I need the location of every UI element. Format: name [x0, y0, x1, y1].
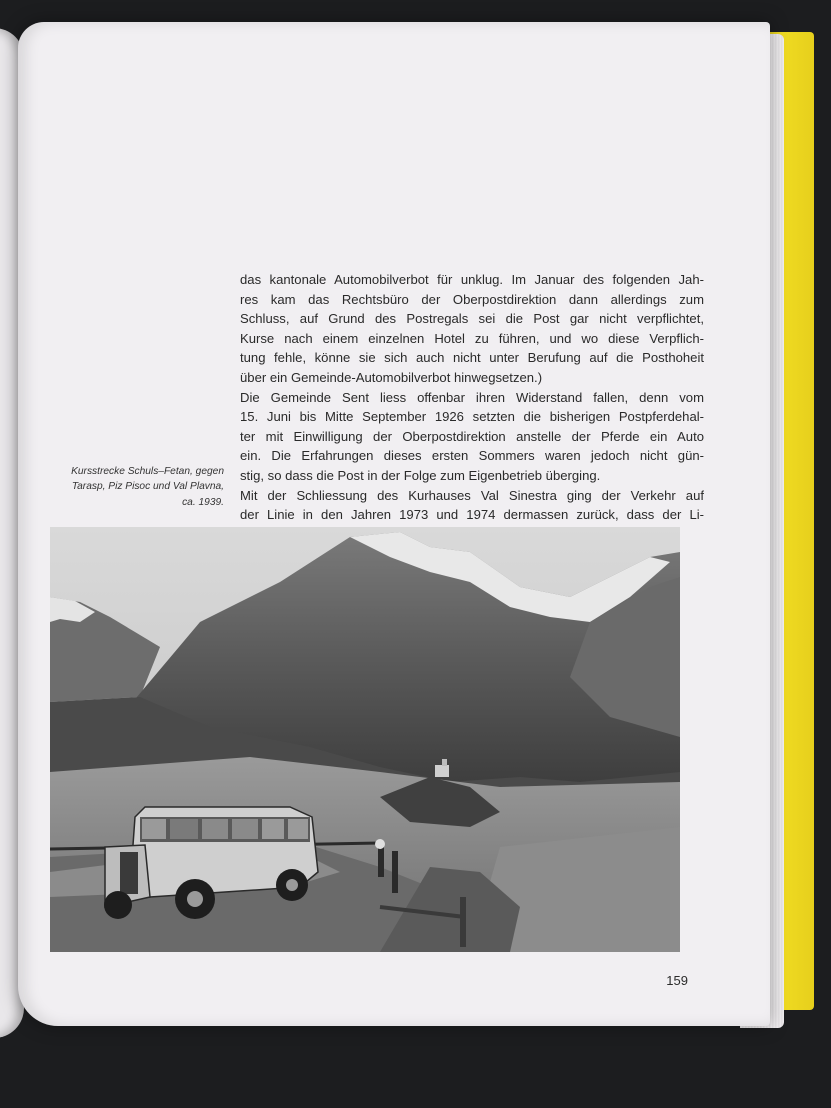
caption-line: Tarasp, Piz Pisoc und Val Plavna, [71, 481, 224, 493]
body-line: Schluss, auf Grund des Postregals sei die Post gar nicht verpflichtet, [240, 311, 704, 327]
photo-illustration [50, 527, 680, 952]
body-line: stig, so dass die Post in der Folge zum Eigenbetrieb überging. [240, 467, 601, 483]
body-line: ein. Die Erfahrungen dieses ersten Sommers waren jedoch nicht gün- [240, 448, 704, 464]
body-line: der Linie in den Jahren 1973 und 1974 dermassen zurück, dass der Li- [240, 507, 704, 523]
caption-line: Kursstrecke Schuls–Fetan, gegen [71, 466, 224, 477]
body-line: res kam das Rechtsbüro der Oberpostdirektion dann allerdings zum [240, 291, 704, 307]
bus-mountain-photo [50, 527, 680, 952]
body-line: Kurse nach einem einzelnen Hotel zu führen, und wo diese Verpflich- [240, 330, 704, 346]
photo-caption [54, 464, 224, 510]
body-line: Mit der Schliessung des Kurhauses Val Sinestra ging der Verkehr auf [240, 487, 704, 503]
body-line: tung fehle, könne sie sich auch nicht unter Berufung auf die Posthoheit [240, 350, 704, 366]
body-text [240, 270, 704, 525]
post-right [392, 851, 398, 893]
caption-line: ca. 1939. [182, 496, 224, 508]
body-line: über ein Gemeinde-Automobilverbot hinwegsetzen.) [240, 369, 543, 385]
body-line: ter mit Einwilligung der Oberpostdirektion anstelle der Pferde ein Auto [240, 428, 704, 444]
page-number: 159 [666, 973, 688, 988]
post-left [378, 845, 384, 877]
body-line: das kantonale Automobilverbot für unklug. Im Januar des folgenden Jah- [240, 272, 704, 287]
castle-tower [442, 759, 447, 766]
body-line: Die Gemeinde Sent liess offenbar ihren Widerstand fallen, denn vom [240, 389, 704, 405]
fence-post [460, 897, 466, 947]
body-line: 15. Juni bis Mitte September 1926 setzten die bisherigen Postpferdehal- [240, 409, 704, 425]
person-head [375, 839, 385, 849]
castle [435, 765, 449, 777]
